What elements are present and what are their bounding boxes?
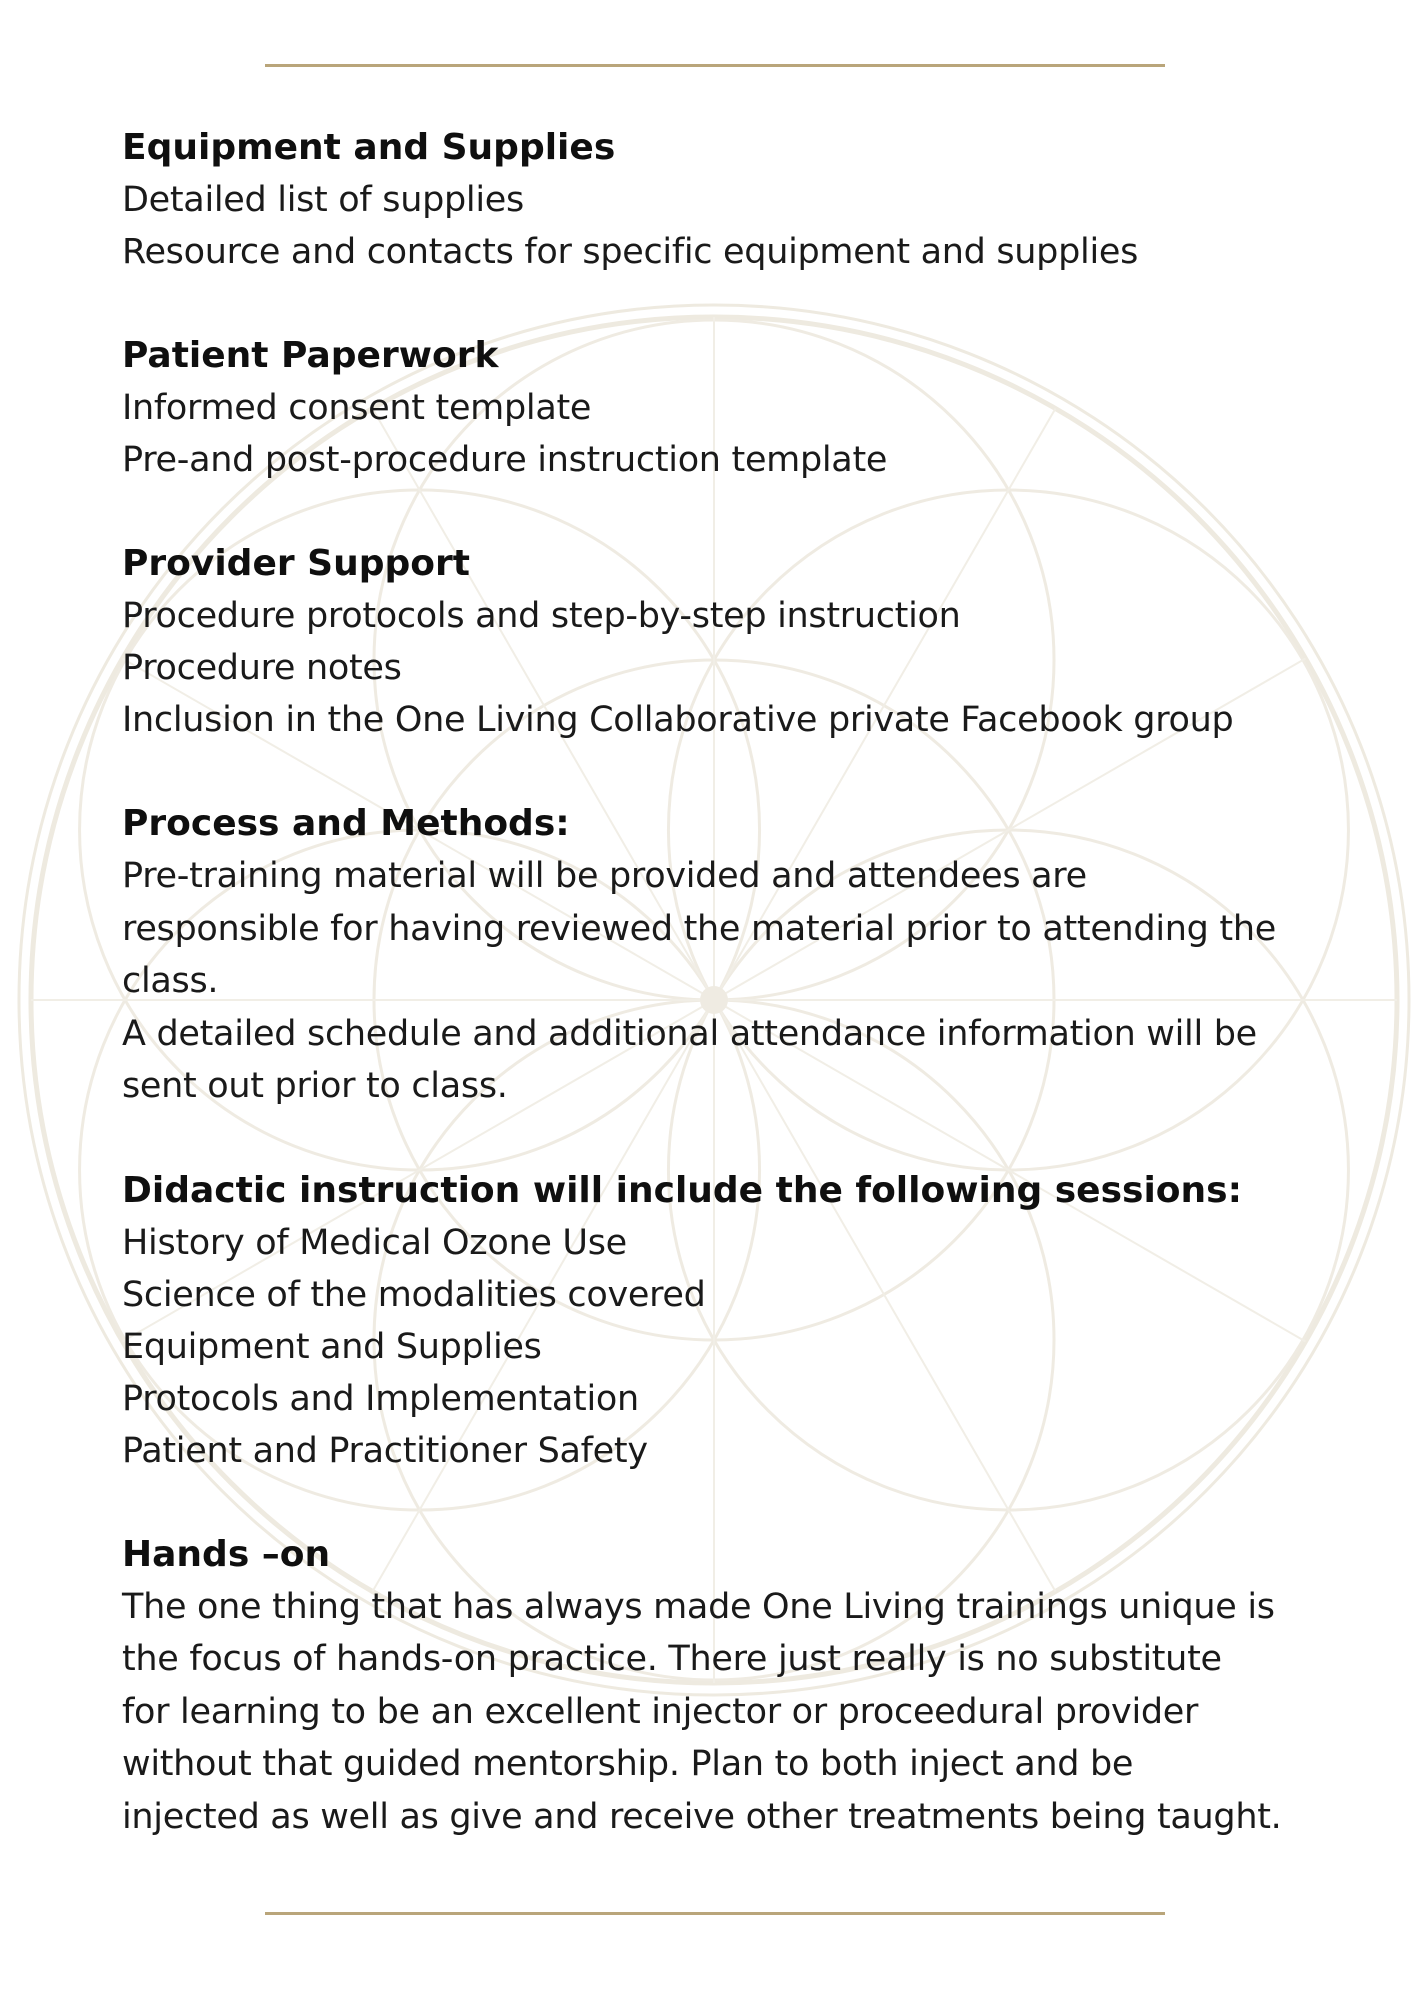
list-item: Resource and contacts for specific equipment and supplies <box>122 232 1139 272</box>
list-item: Pre-and post-procedure instruction template <box>122 440 888 480</box>
paragraph-line: the focus of hands-on practice. There just really is no substitute <box>122 1639 1222 1679</box>
paragraph-line: sent out prior to class. <box>122 1066 508 1106</box>
list-item: Protocols and Implementation <box>122 1378 639 1419</box>
document-body <box>122 122 1332 1895</box>
section-heading: Hands –on <box>122 1533 331 1575</box>
top-divider-rule <box>265 64 1165 67</box>
list-item: Science of the modalities covered <box>122 1274 706 1315</box>
paragraph-line: The one thing that has always made One Living trainings unique is <box>122 1586 1275 1627</box>
list-item: Patient and Practitioner Safety <box>122 1430 648 1471</box>
list-item: History of Medical Ozone Use <box>122 1222 627 1263</box>
section-heading: Provider Support <box>122 543 470 584</box>
paragraph-line: Pre-training material will be provided and attendees are <box>122 856 1087 896</box>
section-process-and-methods <box>122 798 1332 1113</box>
list-item: Inclusion in the One Living Collaborative private Facebook group <box>122 700 1234 740</box>
paragraph-line: injected as well as give and receive other treatments being taught. <box>122 1796 1282 1837</box>
section-didactic-instruction <box>122 1165 1332 1477</box>
bottom-divider-rule <box>265 1912 1165 1915</box>
list-item: Equipment and Supplies <box>122 1326 542 1367</box>
section-heading: Equipment and Supplies <box>122 127 616 168</box>
section-provider-support <box>122 538 1332 746</box>
list-item: Procedure notes <box>122 648 402 688</box>
paragraph-line: responsible for having reviewed the material prior to attending the <box>122 908 1276 949</box>
section-equipment-and-supplies <box>122 122 1332 278</box>
list-item: Procedure protocols and step-by-step instruction <box>122 596 961 636</box>
paragraph-line: without that guided mentorship. Plan to both inject and be <box>122 1744 1134 1784</box>
list-item: Detailed list of supplies <box>122 180 524 220</box>
paragraph-line: for learning to be an excellent injector or proceedural provider <box>122 1691 1199 1732</box>
paragraph-line: A detailed schedule and additional attendance information will be <box>122 1013 1257 1054</box>
section-heading: Didactic instruction will include the following sessions: <box>122 1169 1242 1211</box>
section-heading: Patient Paperwork <box>122 335 499 376</box>
section-hands-on <box>122 1529 1332 1844</box>
section-patient-paperwork <box>122 330 1332 486</box>
list-item: Informed consent template <box>122 388 592 428</box>
paragraph-line: class. <box>122 961 219 1001</box>
section-heading: Process and Methods: <box>122 803 570 844</box>
